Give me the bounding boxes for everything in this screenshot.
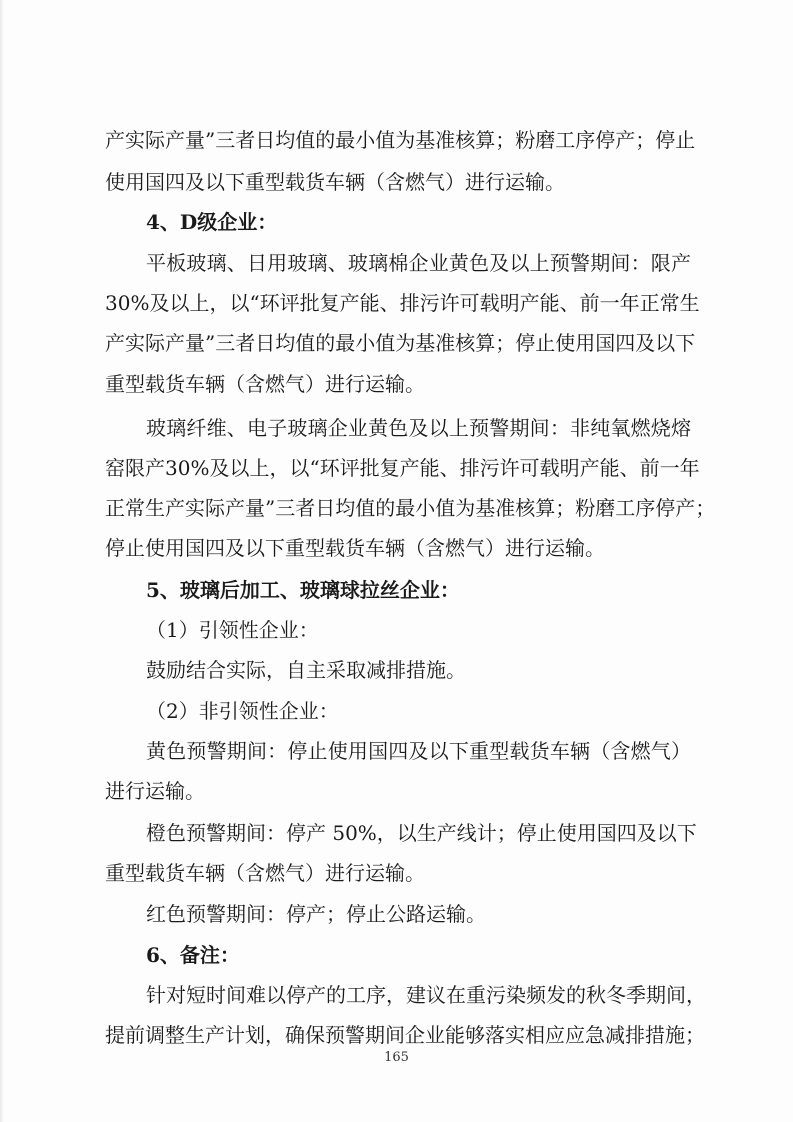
text-line-1: 产实际产量”三者日均值的最小值为基准核算；粉磨工序停产；停止 xyxy=(105,128,696,152)
text-line-4: 平板玻璃、日用玻璃、玻璃棉企业黄色及以上预警期间：限产 xyxy=(146,251,691,275)
text-line-7: 重型载货车辆（含燃气）进行运输。 xyxy=(105,372,425,396)
text-line-14: 鼓励结合实际，自主采取减排措施。 xyxy=(146,658,466,682)
section-heading-6: 6、备注： xyxy=(146,943,240,967)
text-line-18: 橙色预警期间：停产 50%，以生产线计；停止使用国四及以下 xyxy=(146,821,697,845)
text-line-22: 针对短时间难以停产的工序，建议在重污染频发的秋冬季期间， xyxy=(146,983,706,1007)
section-heading-4: 4、D级企业： xyxy=(146,210,278,234)
text-line-17: 进行运输。 xyxy=(105,779,205,803)
text-line-9: 窑限产30%及以上，以“环评批复产能、排污许可载明产能、前一年 xyxy=(105,456,700,480)
text-line-11: 停止使用国四及以下重型载货车辆（含燃气）进行运输。 xyxy=(105,536,605,560)
subheading-leading: （1）引领性企业： xyxy=(146,618,319,642)
text-line-19: 重型载货车辆（含燃气）进行运输。 xyxy=(105,861,425,885)
text-line-5: 30%及以上，以“环评批复产能、排污许可载明产能、前一年正常生 xyxy=(105,291,700,315)
section-heading-5: 5、玻璃后加工、玻璃球拉丝企业： xyxy=(146,578,460,602)
text-line-2: 使用国四及以下重型载货车辆（含燃气）进行运输。 xyxy=(105,170,565,194)
subheading-non-leading: （2）非引领性企业： xyxy=(146,699,339,723)
text-line-16: 黄色预警期间：停止使用国四及以下重型载货车辆（含燃气） xyxy=(146,739,691,763)
text-line-10: 正常生产实际产量”三者日均值的最小值为基准核算；粉磨工序停产； xyxy=(105,496,716,520)
text-line-23: 提前调整生产计划，确保预警期间企业能够落实相应应急减排措施； xyxy=(105,1023,705,1047)
text-line-20: 红色预警期间：停产；停止公路运输。 xyxy=(146,902,486,926)
text-line-8: 玻璃纤维、电子玻璃企业黄色及以上预警期间：非纯氧燃烧熔 xyxy=(146,416,691,440)
page-number: 165 xyxy=(384,1050,409,1065)
text-line-6: 产实际产量”三者日均值的最小值为基准核算；停止使用国四及以下 xyxy=(105,331,696,355)
